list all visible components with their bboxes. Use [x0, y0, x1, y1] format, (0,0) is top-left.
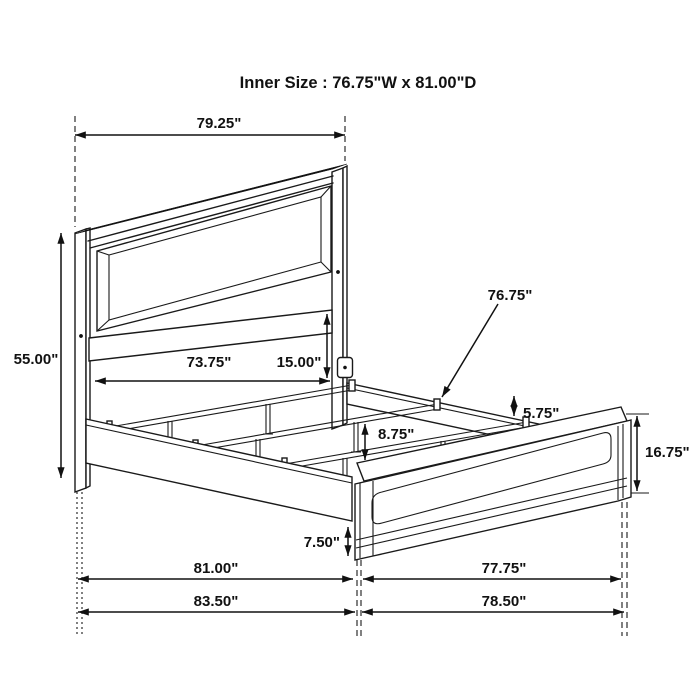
dim-panel-to-rail-label: 15.00" — [276, 354, 322, 371]
right-post-hole — [336, 270, 339, 273]
diagram-title: Inner Size : 76.75"W x 81.00"D — [239, 74, 477, 92]
dim-bottom-outer-left-label: 83.50" — [193, 593, 239, 610]
dim-rail-depth-label: 5.75" — [523, 405, 560, 422]
dim-slat-height-label: 8.75" — [378, 426, 415, 443]
dim-bottom-outer-right-label: 78.50" — [481, 593, 527, 610]
dim-bottom-inner-left-label: 81.00" — [193, 560, 239, 577]
headboard-right-post — [332, 168, 343, 429]
dim-left-height-label: 55.00" — [13, 351, 59, 368]
dim-bottom-inner-right-label: 77.75" — [481, 560, 527, 577]
headboard-left-post — [75, 229, 86, 492]
dim-rail-clearance-label: 7.50" — [303, 534, 340, 551]
dim-footboard-height-label: 16.75" — [645, 444, 690, 461]
dim-inner-panel-width-label: 73.75" — [186, 354, 232, 371]
dim-slat-callout-label: 76.75" — [487, 287, 533, 304]
left-post-hole — [79, 334, 82, 337]
dim-top-width-label: 79.25" — [196, 115, 242, 132]
